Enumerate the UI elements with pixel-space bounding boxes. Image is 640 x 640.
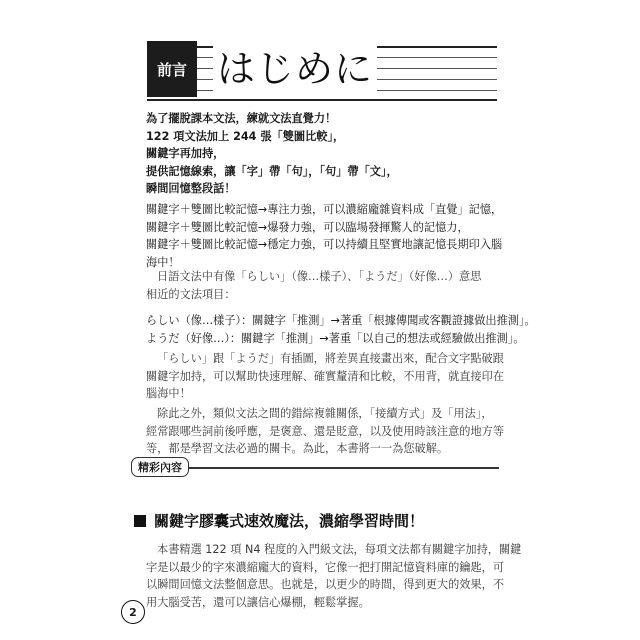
page-number: 2 bbox=[121, 600, 145, 624]
intro-line: 關鍵字再加持， bbox=[146, 147, 225, 160]
memory-line: 關鍵字＋雙圖比較記憶→專注力強，可以濃縮龐雜資料成「直覺」記憶， bbox=[146, 203, 503, 216]
paragraph-5 bbox=[146, 541, 522, 611]
section-label: 精彩內容 bbox=[131, 457, 189, 477]
memory-line: 海中！ bbox=[146, 255, 180, 269]
paragraph-2 bbox=[146, 312, 536, 347]
paragraph-line: 相近的文法項目： bbox=[146, 287, 236, 301]
paragraph-line: 等，都是學習文法必過的關卡。為此，本書將一一為您破解。 bbox=[146, 442, 449, 455]
intro-line: 瞬間回憶整段話！ bbox=[146, 182, 236, 195]
paragraph-line: 本書精選 122 項 N4 程度的入門級文法，每項文法都有關鍵字加持，關鍵 bbox=[157, 543, 522, 556]
paragraph-line: 「らしい」跟「ようだ」有插圖，將差異直接畫出來，配合文字點破跟 bbox=[157, 352, 504, 365]
paragraph-line: 以瞬間回憶文法整個意思。也就是，以更少的時間，得到更大的效果，不 bbox=[146, 578, 505, 591]
memory-line: 關鍵字＋雙圖比較記憶→爆發力強，可以臨場發揮驚人的記憶力， bbox=[146, 220, 469, 234]
intro-line: 為了擺脫課本文法，練就文法直覺力！ bbox=[146, 112, 337, 125]
paragraph-line: 日語文法中有像「らしい」（像…樣子）、「ようだ」（好像…）意思 bbox=[157, 270, 482, 283]
paragraph-3 bbox=[146, 350, 505, 403]
chapter-badge: 前言 bbox=[147, 41, 197, 97]
page-title: はじめに bbox=[213, 44, 377, 94]
paragraph-line: 字是以最少的字來濃縮龐大的資料，它像一把打開記憶資料庫的鑰匙，可 bbox=[146, 560, 505, 574]
intro-line: 122 項文法加上 244 張「雙圖比較」， bbox=[146, 129, 345, 143]
paragraph-line: 關鍵字加持，可以幫助快速理解、確實釐清和比較，不用背，就直接印在 bbox=[146, 369, 505, 383]
paragraph-line: ようだ（好像…）：關鍵字「推測」→著重「以自己的想法或經驗做出推測」。 bbox=[146, 331, 525, 345]
paragraph-1 bbox=[146, 268, 502, 303]
intro-line: 提供記憶線索，讓「字」帶「句」，「句」帶「文」， bbox=[146, 164, 398, 178]
paragraph-line: 腦海中！ bbox=[146, 387, 191, 400]
intro-block bbox=[146, 110, 502, 198]
square-bullet-icon bbox=[134, 515, 146, 527]
paragraph-line: 用大腦受苦，還可以讓信心爆棚，輕鬆掌握。 bbox=[146, 595, 370, 609]
paragraph-line: 除此之外，類似文法之間的錯綜複雜關係，「接續方式」及「用法」， bbox=[157, 407, 493, 420]
section-heading-text: 關鍵字膠囊式速效魔法，濃縮學習時間！ bbox=[154, 512, 425, 530]
memory-block bbox=[146, 201, 502, 271]
paragraph-line: らしい（像…樣子）：關鍵字「推測」→著重「根據傳聞或客觀證據做出推測」。 bbox=[146, 314, 536, 327]
section-heading bbox=[134, 510, 424, 531]
memory-line: 關鍵字＋雙圖比較記憶→穩定力強，可以持續且堅實地讓記憶長期印入腦 bbox=[146, 238, 503, 251]
paragraph-line: 經常跟哪些詞前後呼應，是褒意、還是貶意，以及使用時該注意的地方等 bbox=[146, 424, 505, 438]
paragraph-4 bbox=[146, 405, 505, 458]
